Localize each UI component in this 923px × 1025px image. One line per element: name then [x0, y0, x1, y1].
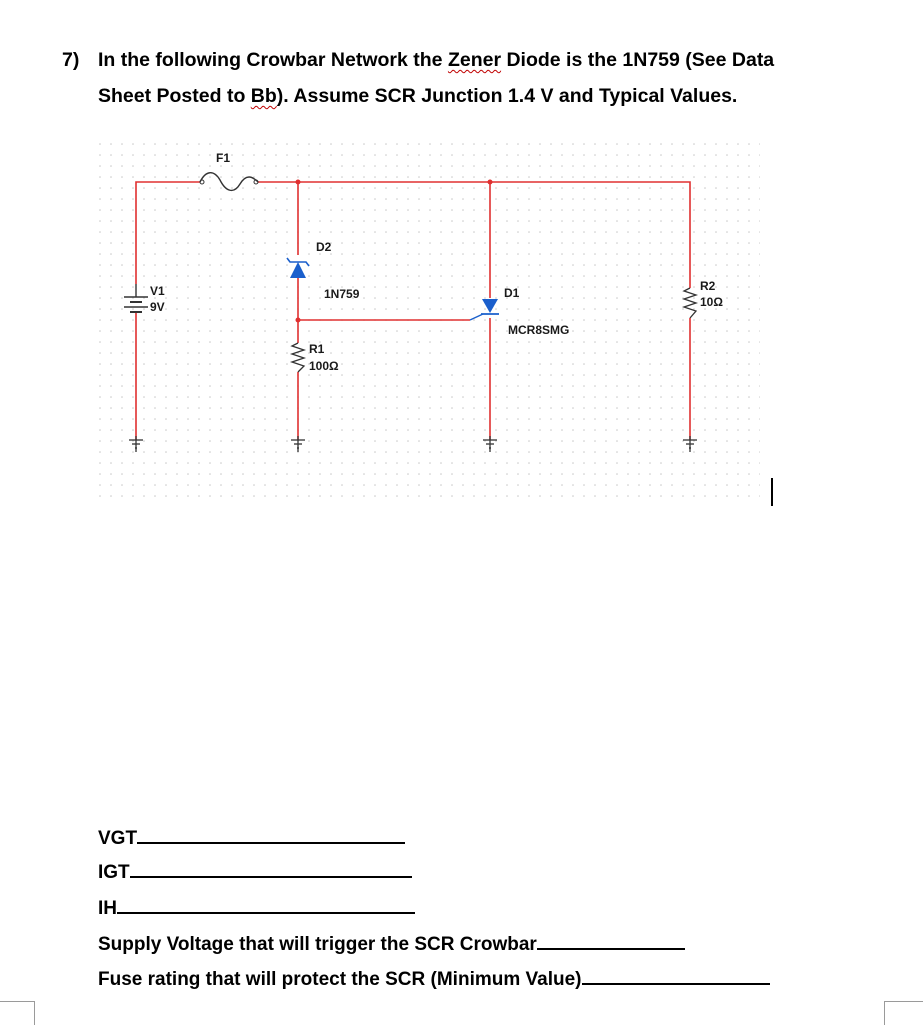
answer-label-igt: IGT	[98, 862, 130, 883]
question-line-1-text: In the following Crowbar Network the	[98, 49, 448, 71]
text-cursor	[771, 478, 773, 506]
zener-ref-label: D2	[316, 240, 332, 254]
junction-dot	[296, 318, 301, 323]
question-line-2-text: Sheet Posted to	[98, 85, 251, 107]
r1-ref-label: R1	[309, 342, 325, 356]
r1-value-label: 100Ω	[309, 359, 339, 373]
answer-row-igt	[98, 862, 412, 884]
answer-blank-vgt[interactable]	[137, 828, 405, 844]
answer-label-vgt: VGT	[98, 828, 138, 849]
scr-part-label: MCR8SMG	[508, 323, 570, 337]
page-corner-mark-left	[0, 1001, 35, 1025]
spellcheck-word-zener: Zener	[447, 49, 502, 71]
spellcheck-word-bb: Bb	[250, 85, 277, 107]
answer-blank-supply[interactable]	[537, 934, 685, 950]
junction-dot	[488, 180, 493, 185]
source-ref-label: V1	[150, 284, 165, 298]
answer-label-fuse: Fuse rating that will protect the SCR (Minimum Value)	[98, 969, 582, 990]
answer-row-fuse	[98, 969, 770, 991]
source-value-label: 9V	[150, 300, 165, 314]
answer-label-ih: IH	[98, 898, 117, 919]
answer-blank-fuse[interactable]	[582, 969, 770, 985]
question-line-2-end: ). Assume SCR Junction 1.4 V and Typical Values.	[276, 85, 738, 107]
r2-ref-label: R2	[700, 279, 716, 293]
answer-row-vgt	[98, 828, 405, 850]
question-line-1-end: Diode is the 1N759 (See Data	[501, 49, 775, 71]
page-corner-mark-right	[884, 1001, 923, 1025]
answer-row-ih	[98, 898, 415, 920]
question-number: 7)	[62, 49, 80, 71]
answer-blank-igt[interactable]	[130, 862, 412, 878]
fuse-ref-label: F1	[216, 151, 231, 165]
answer-blank-ih[interactable]	[117, 898, 415, 914]
zener-part-label: 1N759	[324, 287, 360, 301]
junction-dot	[296, 180, 301, 185]
answer-row-supply	[98, 934, 685, 956]
answer-label-supply: Supply Voltage that will trigger the SCR Crowbar	[98, 934, 537, 955]
r2-value-label: 10Ω	[700, 295, 723, 309]
scr-ref-label: D1	[504, 286, 520, 300]
